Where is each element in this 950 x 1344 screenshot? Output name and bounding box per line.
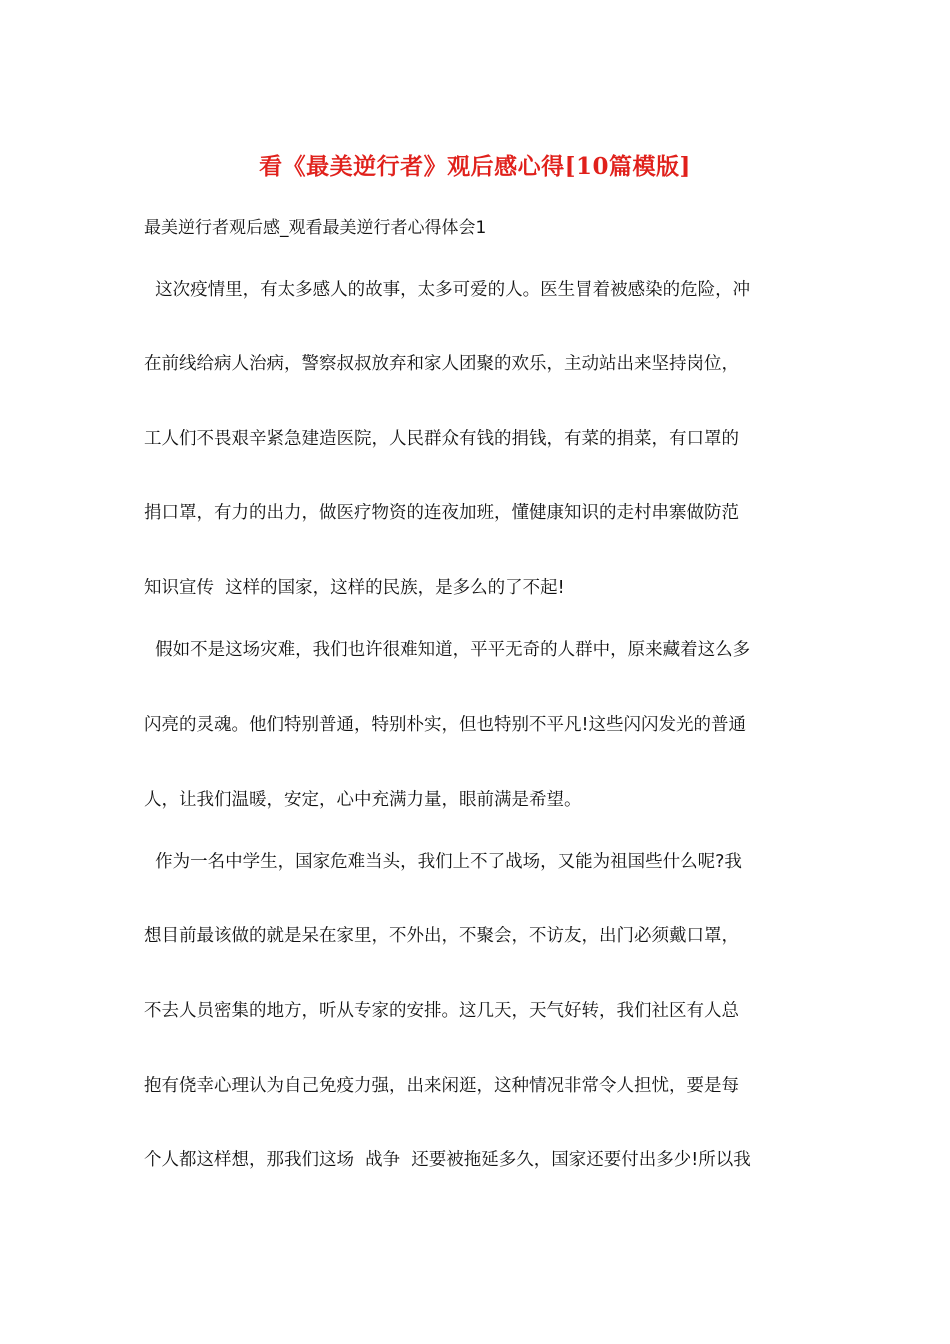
paragraph-line: 捐口罩，有力的出力，做医疗物资的连夜加班，懂健康知识的走村串寨做防范 [144, 503, 739, 523]
paragraph-line: 不去人员密集的地方，听从专家的安排。这几天，天气好转，我们社区有人总 [144, 1001, 739, 1021]
paragraph-line: 个人都这样想，那我们这场 战争 还要被拖延多久，国家还要付出多少!所以我 [144, 1150, 751, 1170]
paragraph-line: 作为一名中学生，国家危难当头，我们上不了战场，又能为祖国些什么呢?我 [144, 852, 742, 872]
document-title: 看《最美逆行者》观后感心得[10篇模版] [259, 153, 691, 180]
paragraph-line: 工人们不畏艰辛紧急建造医院，人民群众有钱的捐钱，有菜的捐菜，有口罩的 [144, 429, 739, 449]
paragraph-line: 闪亮的灵魂。他们特别普通，特别朴实，但也特别不平凡!这些闪闪发光的普通 [144, 715, 747, 735]
document-subtitle: 最美逆行者观后感_观看最美逆行者心得体会1 [144, 218, 487, 238]
paragraph-line: 在前线给病人治病，警察叔叔放弃和家人团聚的欢乐，主动站出来坚持岗位， [144, 354, 739, 374]
paragraph-line: 想目前最该做的就是呆在家里，不外出，不聚会，不访友，出门必须戴口罩， [144, 926, 739, 946]
paragraph-line: 假如不是这场灾难，我们也许很难知道，平平无奇的人群中，原来藏着这么多 [144, 640, 751, 660]
paragraph-line: 人，让我们温暖，安定，心中充满力量，眼前满是希望。 [144, 790, 582, 810]
paragraph-line: 这次疫情里，有太多感人的故事，太多可爱的人。医生冒着被感染的危险，冲 [144, 280, 751, 300]
paragraph-line: 抱有侥幸心理认为自己免疫力强，出来闲逛，这种情况非常令人担忧，要是每 [144, 1076, 739, 1096]
paragraph-line: 知识宣传 这样的国家，这样的民族，是多么的了不起! [144, 578, 565, 598]
